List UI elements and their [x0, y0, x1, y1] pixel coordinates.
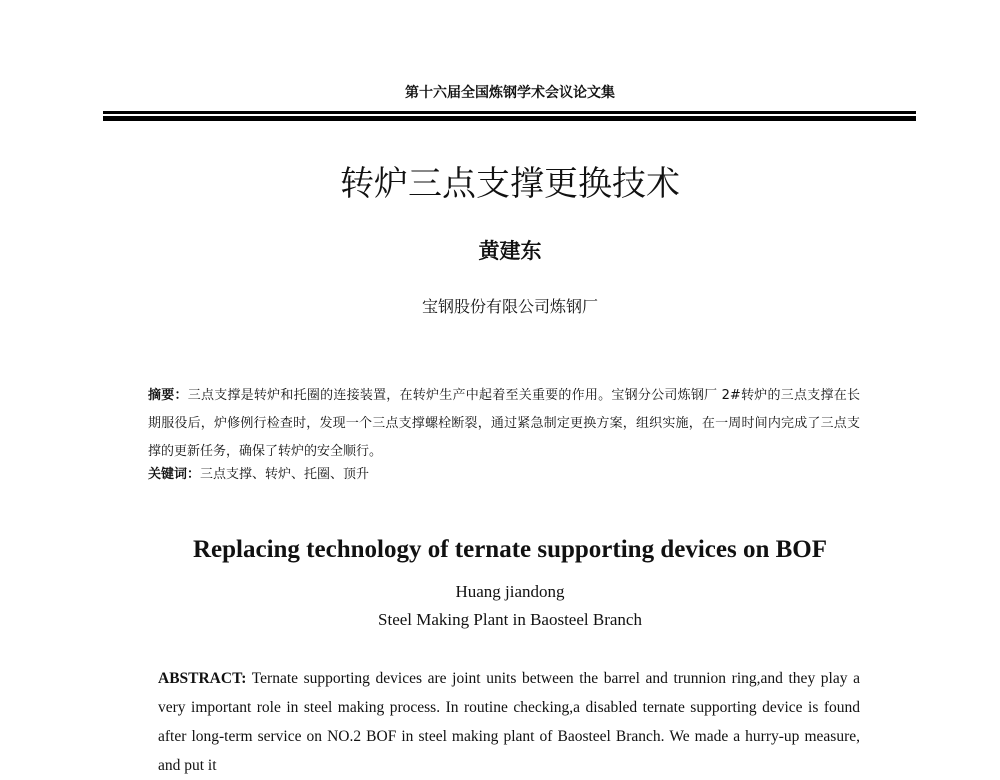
author-chinese: 黄建东 [478, 238, 542, 263]
header-rule-bottom [103, 116, 916, 121]
running-head: 第十六届全国炼钢学术会议论文集 [405, 85, 615, 101]
keywords-chinese [148, 463, 369, 482]
affiliation-chinese: 宝钢股份有限公司炼钢厂 [421, 297, 598, 316]
abstract-chinese [148, 382, 860, 466]
keywords-text: 三点支撑、转炉、托圈、顶升 [200, 467, 370, 482]
abstract-english-label: ABSTRACT: [158, 670, 247, 687]
keywords-label: 关键词： [148, 467, 201, 482]
affiliation-english: Steel Making Plant in Baosteel Branch [378, 610, 642, 629]
abstract-english [158, 664, 860, 780]
title-english: Replacing technology of ternate supporting devices on BOF [192, 536, 827, 563]
abstract-chinese-text: 三点支撑是转炉和托圈的连接装置，在转炉生产中起着至关重要的作用。宝钢分公司炼钢厂 2#转炉的三点支撑在长期服役后，炉修例行检查时，发现一个三点支撑螺栓断裂，通过紧急制定更换方案，组织实施，在一周时间内完成了三点支撑的更新任务，确保了转炉的安全顺行。 [148, 388, 860, 459]
author-english: Huang jiandong [455, 582, 565, 601]
header-rule-top [103, 111, 916, 114]
abstract-chinese-label: 摘要： [148, 388, 188, 403]
abstract-english-text: Ternate supporting devices are joint units between the barrel and trunnion ring,and they play a very important role in steel making process. In routine checking,a disabled ternate supporting device is found after long-term service on NO.2 BOF in steel making plant of Baosteel Branch. We made a hurry-up measure, and put it [158, 670, 860, 774]
title-chinese: 转炉三点支撑更换技术 [340, 164, 680, 204]
